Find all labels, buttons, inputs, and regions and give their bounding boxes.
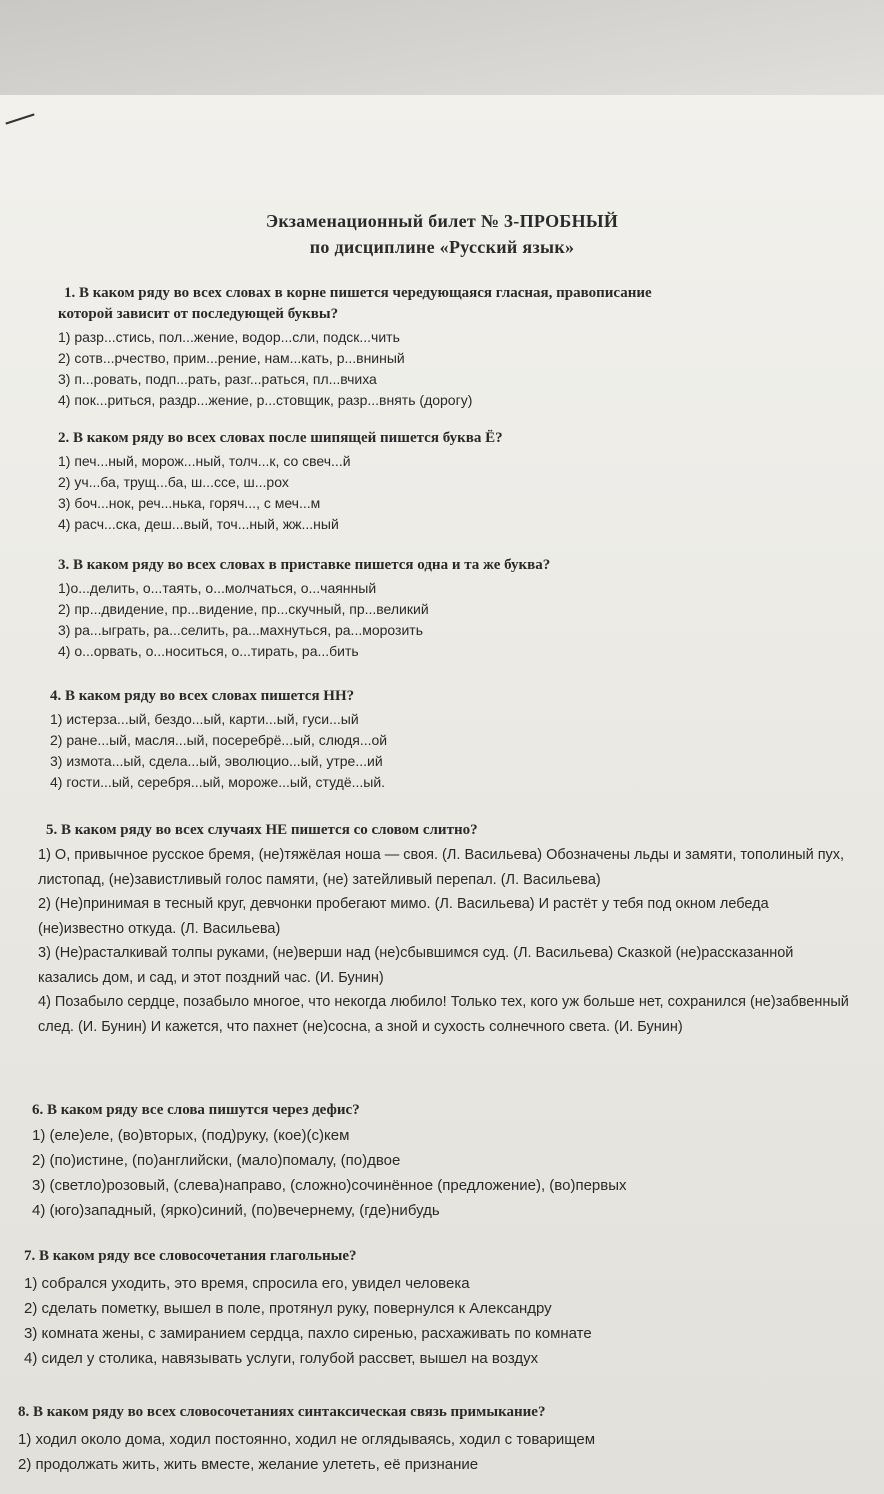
answer-option: 1) разр...стись, пол...жение, водор...сли, подск...чить bbox=[58, 329, 400, 345]
answer-option: 3) (Не)расталкивай толпы руками, (не)верши над (не)сбывшимся суд. (Л. Васильева) Сказкой (не)рассказанной казались дом, и сад, и этот поздний час. (И. Бунин) bbox=[38, 945, 794, 986]
question-1 bbox=[58, 283, 848, 411]
answer-option: 4) гости...ый, серебря...ый, мороже...ый, студё...ый. bbox=[50, 774, 386, 790]
paper-top-shade bbox=[0, 0, 884, 95]
answer-option: 2) ране...ый, масля...ый, посеребрё...ый, слюдя...ой bbox=[50, 732, 388, 748]
answer-option: 4) (юго)западный, (ярко)синий, (по)вечернему, (где)нибудь bbox=[32, 1202, 440, 1219]
answer-option: 1) ходил около дома, ходил постоянно, ходил не оглядываясь, ходил с товарищем bbox=[18, 1431, 596, 1448]
answer-option: 1) печ...ный, морож...ный, толч...к, со свеч...й bbox=[58, 453, 351, 469]
answer-option: 2) (Не)принимая в тесный круг, девчонки пробегают мимо. (Л. Васильева) И растёт у тебя под окном лебеда (не)известно откуда. (Л. Васильева) bbox=[38, 896, 769, 937]
question-title: 1. В каком ряду во всех словах в корне пишется чередующаяся гласная, правописание bbox=[64, 285, 652, 301]
question-title-cont: которой зависит от последующей буквы? bbox=[58, 306, 339, 322]
question-6 bbox=[32, 1100, 862, 1223]
answer-option: 2) продолжать жить, жить вместе, желание улететь, её признание bbox=[18, 1456, 479, 1473]
document-title bbox=[0, 208, 884, 260]
answer-option: 4) Позабыло сердце, позабыло многое, что некогда любило! Только тех, кого уж больше нет, сохранился (не)забвенный след. (И. Бунин) И кажется, что пахнет (не)сосна, а зной и сухость солнечного света. (И. Бунин) bbox=[38, 994, 849, 1035]
answer-option: 2) сделать пометку, вышел в поле, протянул руку, повернулся к Александру bbox=[24, 1300, 552, 1317]
title-line-1: Экзаменационный билет № 3-ПРОБНЫЙ bbox=[265, 211, 619, 231]
question-5 bbox=[38, 820, 858, 1039]
question-title: 7. В каком ряду все словосочетания глагольные? bbox=[24, 1248, 357, 1264]
answer-option: 1) собрался уходить, это время, спросила его, увидел человека bbox=[24, 1275, 470, 1292]
answer-option: 3) комната жены, с замиранием сердца, пахло сиренью, расхаживать по комнате bbox=[24, 1325, 592, 1342]
answer-option: 4) сидел у столика, навязывать услуги, голубой рассвет, вышел на воздух bbox=[24, 1350, 539, 1367]
question-4 bbox=[50, 686, 840, 793]
question-title: 2. В каком ряду во всех словах после шипящей пишется буква Ё? bbox=[58, 430, 503, 446]
answer-option: 2) уч...ба, трущ...ба, ш...ссе, ш...рох bbox=[58, 474, 289, 490]
answer-option: 1) О, привычное русское бремя, (не)тяжёлая ноша — своя. (Л. Васильева) Обозначены льды и замяти, тополиный пух, листопад, (не)завистливый голос памяти, (не) затейливый перепал. (Л. Васильева) bbox=[38, 847, 845, 888]
question-title: 3. В каком ряду во всех словах в приставке пишется одна и та же буква? bbox=[58, 557, 551, 573]
question-title: 8. В каком ряду во всех словосочетаниях синтаксическая связь примыкание? bbox=[18, 1404, 546, 1420]
answer-option: 1)о...делить, о...таять, о...молчаться, о...чаянный bbox=[58, 580, 377, 596]
answer-option: 2) пр...двидение, пр...видение, пр...скучный, пр...великий bbox=[58, 601, 429, 617]
answer-option: 3) п...ровать, подп...рать, разг...раться, пл...вчиха bbox=[58, 371, 377, 387]
question-8 bbox=[18, 1402, 868, 1477]
answer-option: 1) (еле)еле, (во)вторых, (под)руку, (кое)(с)кем bbox=[32, 1127, 350, 1144]
answer-option: 3) боч...нок, реч...нька, горяч..., с меч...м bbox=[58, 495, 321, 511]
answer-option: 1) истерза...ый, бездо...ый, карти...ый, гуси...ый bbox=[50, 711, 359, 727]
question-7 bbox=[24, 1246, 864, 1371]
question-title: 5. В каком ряду во всех случаях НЕ пишется со словом слитно? bbox=[46, 822, 478, 838]
answer-option: 4) пок...риться, раздр...жение, р...стовщик, разр...внять (дорогу) bbox=[58, 392, 473, 408]
answer-option: 3) измота...ый, сдела...ый, эволюцио...ый, утре...ий bbox=[50, 753, 383, 769]
question-title: 4. В каком ряду во всех словах пишется НН? bbox=[50, 688, 355, 704]
answer-option: 2) сотв...рчество, прим...рение, нам...кать, р...вниный bbox=[58, 350, 405, 366]
answer-option: 4) расч...ска, деш...вый, точ...ный, жж...ный bbox=[58, 516, 339, 532]
title-line-2: по дисциплине «Русский язык» bbox=[309, 237, 575, 257]
answer-option: 3) (светло)розовый, (слева)направо, (сложно)сочинённое (предложение), (во)первых bbox=[32, 1177, 627, 1194]
question-title: 6. В каком ряду все слова пишутся через дефис? bbox=[32, 1102, 360, 1118]
answer-option: 4) о...орвать, о...носиться, о...тирать, ра...бить bbox=[58, 643, 359, 659]
question-2 bbox=[58, 428, 848, 535]
answer-option: 2) (по)истине, (по)английски, (мало)помалу, (по)двое bbox=[32, 1152, 401, 1169]
question-3 bbox=[58, 555, 848, 662]
answer-option: 3) ра...ыграть, ра...селить, ра...махнуться, ра...морозить bbox=[58, 622, 423, 638]
